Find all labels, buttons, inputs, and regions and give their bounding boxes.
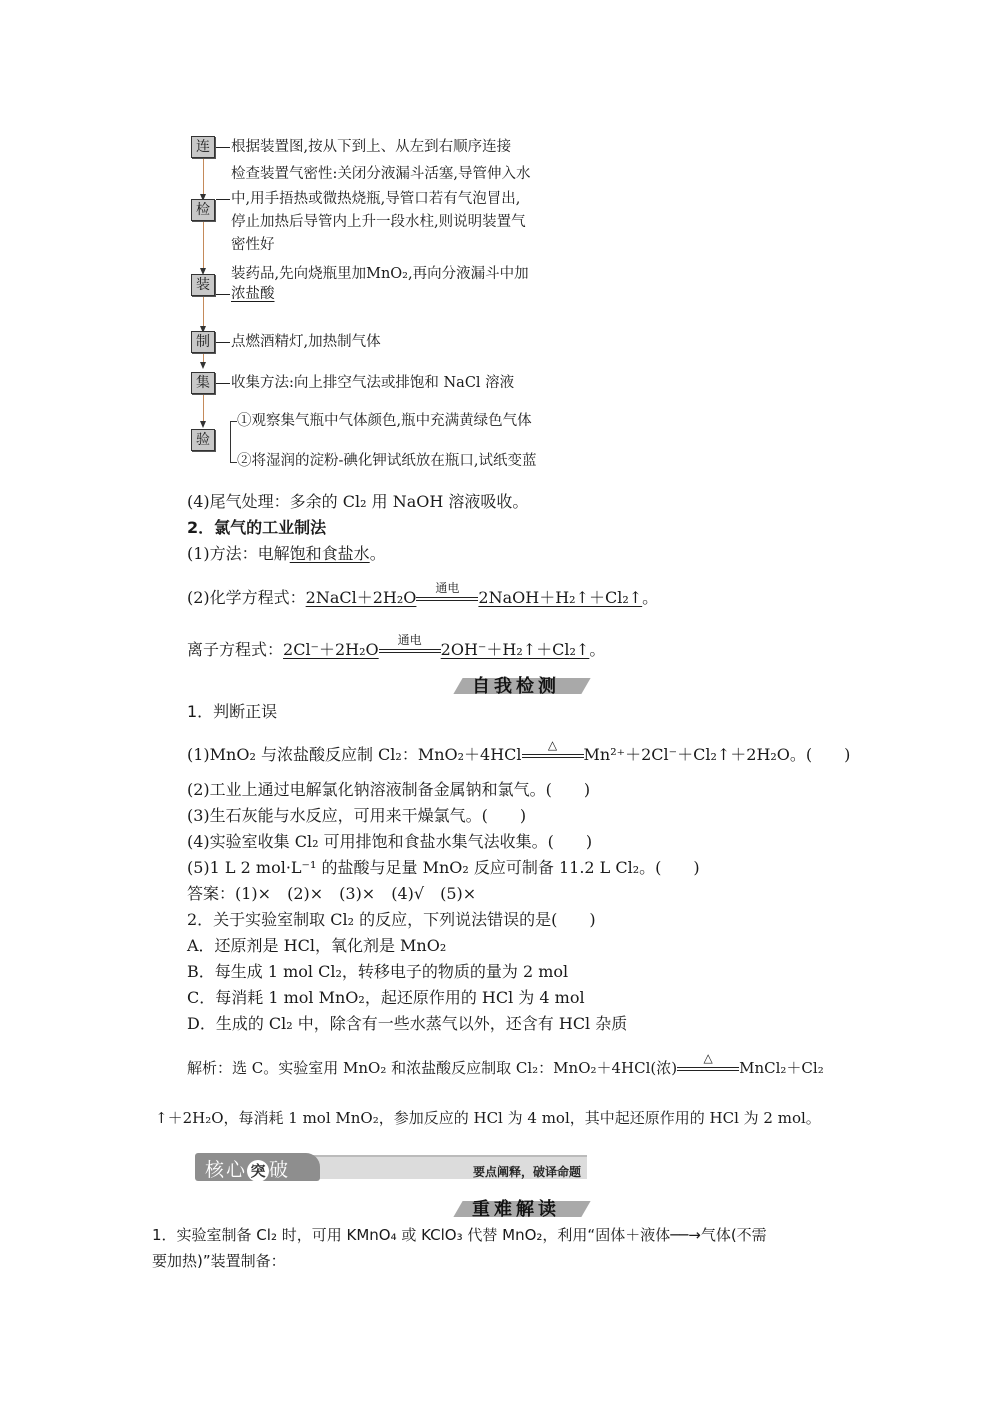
q2-title: 2．关于实验室制取 Cl₂ 的反应，下列说法错误的是( ) xyxy=(187,910,596,929)
banner-title: 自我检测 xyxy=(472,676,560,697)
q1-title: 1．判断正误 xyxy=(187,702,278,721)
condition-label: 通电 xyxy=(435,580,460,595)
step-line: 根据装置图,按从下到上、从左到右顺序连接 xyxy=(231,139,512,155)
q1-item-3: (3)生石灰能与水反应，可用来干燥氯气。( ) xyxy=(187,806,527,825)
q2-option-b: B．每生成 1 mol Cl₂，转移电子的物质的量为 2 mol xyxy=(187,962,569,981)
item-right: Mn²⁺＋2Cl⁻＋Cl₂↑＋2H₂O。( ) xyxy=(583,745,851,764)
title-part: 破 xyxy=(269,1159,291,1181)
equation-label: 离子方程式： xyxy=(187,640,284,659)
equation-label: (2)化学方程式： xyxy=(187,588,306,607)
ionic-equation xyxy=(187,632,606,660)
q1-item-5: (5)1 L 2 mol·L⁻¹ 的盐酸与足量 MnO₂ 反应可制备 11.2 L Cl₂。( ) xyxy=(187,858,700,877)
equation-right: 2NaOH＋H₂↑＋Cl₂↑ xyxy=(478,588,643,607)
q2-option-d: D．生成的 Cl₂ 中，除含有一些水蒸气以外，还含有 HCl 杂质 xyxy=(187,1014,628,1033)
step-box-check: 检 xyxy=(191,199,215,221)
equation-left: 2NaCl＋2H₂O xyxy=(305,588,417,607)
equals-sign xyxy=(379,632,441,655)
title-part: 核心 xyxy=(205,1159,248,1181)
analysis-line-1 xyxy=(187,1051,824,1078)
core-para-line-1: 1．实验室制备 Cl₂ 时，可用 KMnO₄ 或 KClO₃ 代替 MnO₂，利用“固体＋液体──→气体(不需 xyxy=(152,1226,767,1244)
q2-option-a: A．还原剂是 HCl，氧化剂是 MnO₂ xyxy=(187,936,447,955)
q1-item-2: (2)工业上通过电解氯化钠溶液制备金属钠和氯气。( ) xyxy=(187,780,591,799)
step-box-collect: 集 xyxy=(191,372,215,394)
flow-connector xyxy=(203,394,204,424)
tail-gas-text: (4)尾气处理：多余的 Cl₂ 用 NaOH 溶液吸收。 xyxy=(187,492,529,511)
key-points-banner xyxy=(458,1195,588,1220)
step-line: 收集方法:向上排空气法或排饱和 NaCl 溶液 xyxy=(231,375,515,391)
flow-connector xyxy=(203,157,204,197)
method-text xyxy=(187,544,386,564)
step-line: 中,用手捂热或微热烧瓶,导管口若有气泡冒出, xyxy=(231,191,521,207)
step-text-connect xyxy=(216,137,511,157)
condition-label: △ xyxy=(703,1051,713,1065)
analysis-line-2: ↑＋2H₂O，每消耗 1 mol MnO₂，参加反应的 HCl 为 4 mol，其中起还原作用的 HCl 为 2 mol。 xyxy=(155,1109,821,1127)
item-left: (1)MnO₂ 与浓盐酸反应制 Cl₂：MnO₂＋4HCl xyxy=(187,745,522,764)
banner-title: 重难解读 xyxy=(472,1199,560,1220)
core-para-line-2: 要加热)”装置制备： xyxy=(152,1252,286,1270)
q1-item-4: (4)实验室收集 Cl₂ 可用排饱和食盐水集气法收集。( ) xyxy=(187,832,593,851)
step-line: 点燃酒精灯,加热制气体 xyxy=(231,334,381,350)
method-answer: 饱和食盐水 xyxy=(289,544,370,563)
step-line: 停止加热后导管内上升一段水柱,则说明装置气 xyxy=(231,214,526,230)
equals-sign xyxy=(416,580,478,603)
equals-sign xyxy=(677,1051,739,1073)
analysis-right: MnCl₂＋Cl₂ xyxy=(739,1059,824,1077)
q1-item-1 xyxy=(187,737,851,765)
flow-connector xyxy=(203,221,204,271)
title-circle: 突 xyxy=(247,1160,269,1182)
header-strip xyxy=(305,1155,587,1179)
step-text-check xyxy=(216,189,520,209)
step-line: 装药品,先向烧瓶里加MnO₂,再向分液漏斗中加 xyxy=(231,266,529,282)
arrow-down-icon xyxy=(200,421,206,428)
step-box-load: 装 xyxy=(191,274,215,296)
step-text-verify-1: ①观察集气瓶中气体颜色,瓶中充满黄绿色气体 xyxy=(237,413,532,429)
equation-body xyxy=(305,580,643,607)
period: 。 xyxy=(642,588,659,607)
method-suffix: 。 xyxy=(369,544,386,563)
step-text-load xyxy=(216,284,275,304)
step-text-collect xyxy=(216,373,514,393)
section-heading: 2．氯气的工业制法 xyxy=(187,518,327,537)
period: 。 xyxy=(589,640,606,659)
header-subtitle: 要点阐释，破译命题 xyxy=(472,1165,581,1179)
step-box-make: 制 xyxy=(191,331,215,353)
equals-sign xyxy=(522,737,584,760)
q2-option-c: C．每消耗 1 mol MnO₂，起还原作用的 HCl 为 4 mol xyxy=(187,988,585,1007)
step-box-connect: 连 xyxy=(191,136,215,158)
equation-body xyxy=(283,632,590,659)
step-box-verify: 验 xyxy=(191,429,215,451)
condition-label: 通电 xyxy=(397,632,422,647)
header-tab xyxy=(195,1153,320,1181)
arrow-down-icon xyxy=(200,362,206,369)
answers: 答案：(1)× (2)× (3)× (4)√ (5)× xyxy=(187,884,477,903)
method-prefix: (1)方法：电解 xyxy=(187,544,290,563)
step-line: 密性好 xyxy=(231,237,275,253)
flow-connector xyxy=(203,296,204,330)
equation-right: 2OH⁻＋H₂↑＋Cl₂↑ xyxy=(440,640,590,659)
core-breakthrough-header xyxy=(195,1153,587,1181)
chemical-equation xyxy=(187,580,659,608)
header-title xyxy=(205,1155,290,1182)
bracket xyxy=(230,421,237,463)
equation-left: 2Cl⁻＋2H₂O xyxy=(283,640,379,659)
step-text-make xyxy=(216,332,381,352)
self-check-banner xyxy=(458,672,588,697)
step-text-verify-2: ②将湿润的淀粉-碘化钾试纸放在瓶口,试纸变蓝 xyxy=(237,453,537,469)
analysis-left: 解析：选 C。实验室用 MnO₂ 和浓盐酸反应制取 Cl₂：MnO₂＋4HCl(浓) xyxy=(187,1059,678,1077)
condition-label: △ xyxy=(547,737,558,752)
step-line: 浓盐酸 xyxy=(231,286,275,302)
step-line: 检查装置气密性:关闭分液漏斗活塞,导管伸入水 xyxy=(231,166,531,182)
